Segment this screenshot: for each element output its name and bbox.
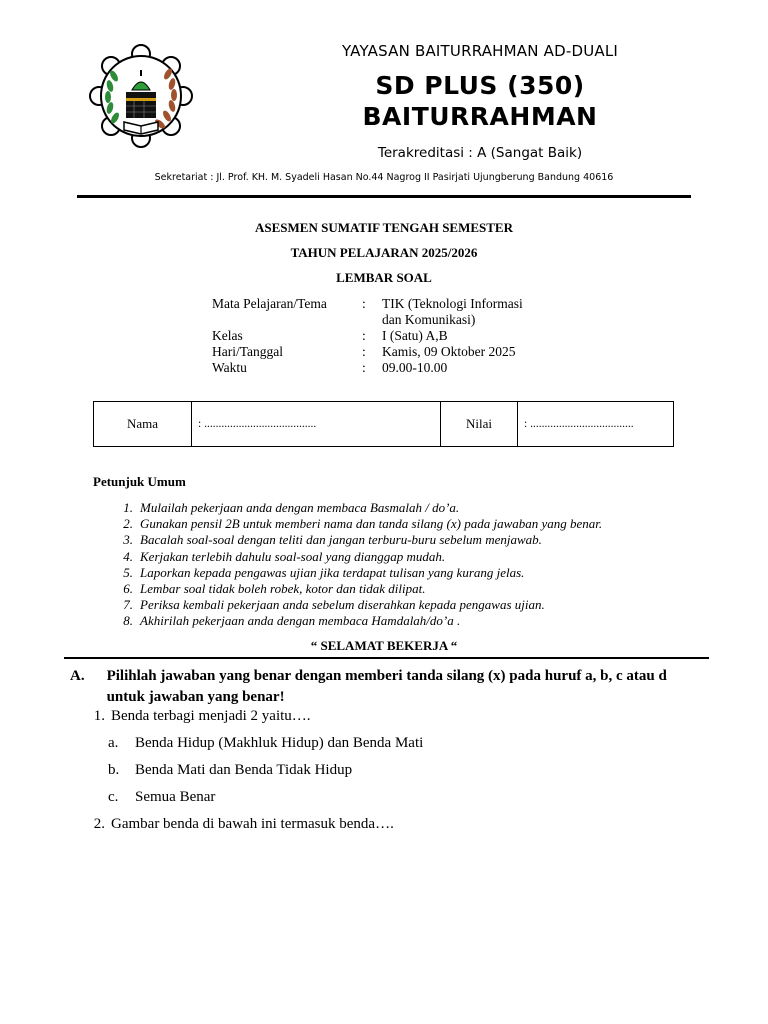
accreditation-text: Terakreditasi : A (Sangat Baik) (377, 145, 583, 161)
name-field[interactable]: : ....................................... (192, 402, 441, 446)
school-name-line2: BAITURRAHMAN (362, 102, 598, 131)
student-id-table (93, 401, 674, 447)
list-item (108, 565, 602, 581)
list-item (108, 500, 602, 516)
info-row-class (212, 328, 542, 344)
section-divider (64, 657, 709, 659)
info-row-date (212, 344, 542, 360)
list-item-number: 8. (123, 613, 133, 629)
list-item (108, 613, 602, 629)
list-item (108, 516, 602, 532)
instructions-list (108, 500, 602, 630)
option-c[interactable] (108, 789, 215, 806)
list-item-number: 2. (123, 516, 133, 532)
list-item-number: 3. (123, 532, 133, 548)
section-a-heading (70, 666, 690, 708)
question-2 (82, 816, 394, 833)
class-value: I (Satu) A,B (382, 328, 448, 343)
list-item-text: Kerjakan terlebih dahulu soal-soal yang dianggap mudah. (140, 548, 446, 564)
option-text: Semua Benar (135, 789, 216, 805)
list-item-text: Akhirilah pekerjaan anda dengan membaca Hamdalah/do’a . (140, 613, 461, 629)
list-item-number: 6. (123, 581, 133, 597)
list-item (108, 549, 602, 565)
list-item-number: 5. (123, 564, 133, 580)
option-a[interactable] (108, 735, 423, 752)
list-item-text: Laporkan kepada pengawas ujian jika terdapat tulisan yang kurang jelas. (140, 564, 525, 580)
option-text: Benda Mati dan Benda Tidak Hidup (135, 762, 353, 778)
school-name-line1: SD PLUS (350) (375, 71, 585, 100)
school-name (280, 70, 680, 132)
subject-label: Mata Pelajaran/Tema (212, 296, 327, 311)
instructions-title: Petunjuk Umum (93, 474, 186, 489)
option-letter: c. (108, 789, 119, 805)
list-item (108, 581, 602, 597)
time-value: 09.00-10.00 (382, 360, 448, 375)
foundation-name: YAYASAN BAITURRAHMAN AD-DUALI (341, 42, 619, 60)
list-item-number: 4. (123, 548, 133, 564)
question-1 (82, 708, 311, 725)
time-label: Waktu (212, 360, 247, 375)
info-row-subject (212, 296, 542, 328)
class-label: Kelas (212, 328, 243, 343)
option-b[interactable] (108, 762, 352, 779)
date-value: Kamis, 09 Oktober 2025 (382, 344, 516, 359)
list-item-number: 7. (123, 597, 133, 613)
date-label: Hari/Tanggal (212, 344, 284, 359)
subject-value: TIK (Teknologi Informasi dan Komunikasi) (382, 296, 523, 327)
name-label: Nama (94, 402, 192, 446)
list-item (108, 597, 602, 613)
info-colon: : (362, 360, 366, 375)
secretariat-address: Sekretariat : Jl. Prof. KH. M. Syadeli Hasan No.44 Nagrog II Pasirjati Ujungberung Bandung 40616 (154, 172, 614, 183)
score-field[interactable]: : .................................... (524, 418, 634, 430)
option-letter: b. (108, 762, 120, 778)
option-letter: a. (108, 735, 119, 751)
list-item-text: Bacalah soal-soal dengan teliti dan jangan terburu-buru sebelum menjawab. (140, 532, 542, 548)
score-label: Nilai (441, 402, 518, 446)
academic-year: TAHUN PELAJARAN 2025/2026 (290, 245, 478, 260)
exam-title: ASESMEN SUMATIF TENGAH SEMESTER (254, 220, 513, 235)
exam-info (212, 296, 542, 376)
list-item-text: Gunakan pensil 2B untuk memberi nama dan tanda silang (x) pada jawaban yang benar. (140, 516, 603, 532)
info-colon: : (362, 296, 366, 311)
header-divider (77, 195, 691, 198)
closing-message: “ SELAMAT BEKERJA “ (310, 638, 458, 653)
list-item-text: Periksa kembali pekerjaan anda sebelum diserahkan kepada pengawas ujian. (140, 597, 545, 613)
question-number: 2. (93, 816, 105, 832)
section-instruction: Pilihlah jawaban yang benar dengan memberi tanda silang (x) pada huruf a, b, c atau d untuk jawaban yang benar! (106, 668, 667, 705)
section-letter: A. (70, 668, 85, 684)
school-crest-logo (88, 44, 194, 148)
list-item-text: Lembar soal tidak boleh robek, kotor dan tidak dilipat. (140, 581, 426, 597)
question-number: 1. (93, 708, 105, 724)
list-item-text: Mulailah pekerjaan anda dengan membaca Basmalah / do’a. (140, 500, 460, 515)
sheet-title: LEMBAR SOAL (336, 270, 432, 285)
list-item-number: 1. (123, 500, 133, 515)
info-colon: : (362, 328, 366, 343)
list-item (108, 532, 602, 548)
info-colon: : (362, 344, 366, 359)
option-text: Benda Hidup (Makhluk Hidup) dan Benda Mati (135, 735, 424, 751)
question-text: Gambar benda di bawah ini termasuk benda…. (111, 816, 394, 832)
question-text: Benda terbagi menjadi 2 yaitu…. (111, 708, 311, 724)
info-row-time (212, 360, 542, 376)
